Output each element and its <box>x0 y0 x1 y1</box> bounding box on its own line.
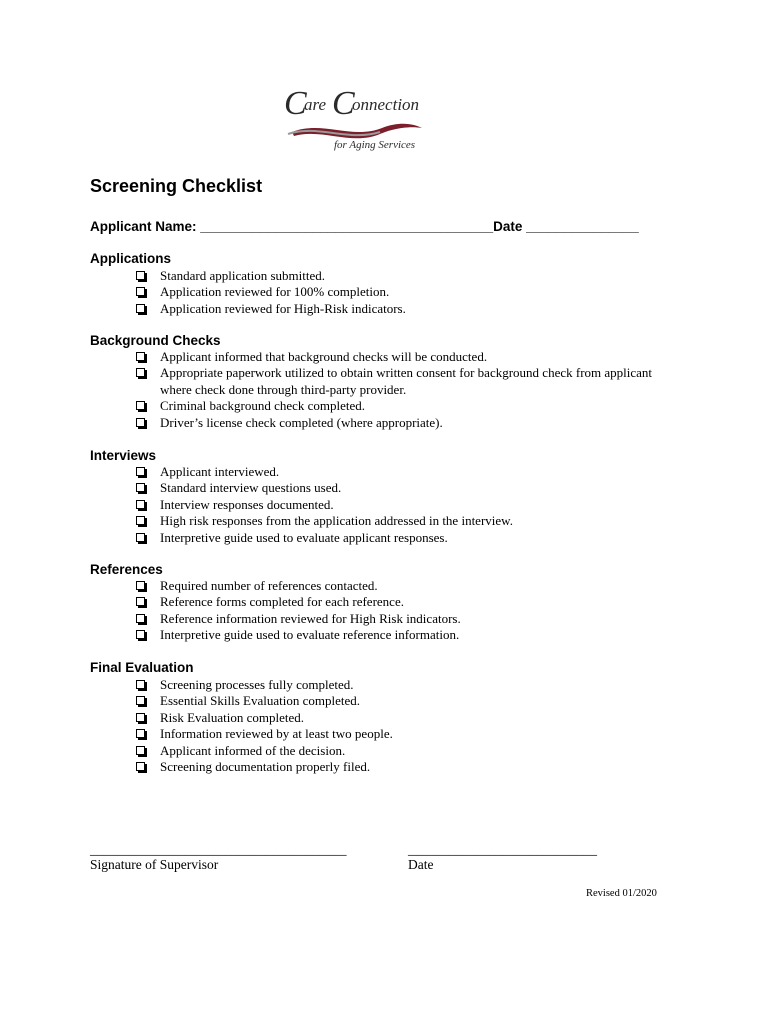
checklist-item <box>136 415 656 432</box>
checkbox[interactable] <box>136 418 145 427</box>
checklist-item <box>136 710 656 727</box>
checklist-item <box>136 693 656 710</box>
date-signature-line[interactable]: ____________________________ <box>408 842 597 857</box>
checklist-item-text: Application reviewed for High-Risk indicators. <box>160 300 406 316</box>
section-heading: Final Evaluation <box>90 660 194 675</box>
checkbox[interactable] <box>136 614 145 623</box>
checklist-item <box>136 759 656 776</box>
careconnection-logo <box>282 84 428 154</box>
checkbox[interactable] <box>136 271 145 280</box>
checklist-item-text: Reference information reviewed for High Risk indicators. <box>160 610 461 626</box>
checkbox[interactable] <box>136 352 145 361</box>
checklist-item-text: Applicant informed of the decision. <box>160 742 346 758</box>
checklist-item-text: Information reviewed by at least two people. <box>160 726 393 742</box>
checkbox[interactable] <box>136 630 145 639</box>
checkbox[interactable] <box>136 746 145 755</box>
checkbox[interactable] <box>136 696 145 705</box>
checklist-item <box>136 743 656 760</box>
checkbox[interactable] <box>136 680 145 689</box>
checklist-item-text: Driver’s license check completed (where appropriate). <box>160 414 443 430</box>
checklist-item-text: Screening processes fully completed. <box>160 677 354 692</box>
svg-text:for Aging Services: for Aging Services <box>334 139 416 151</box>
checklist-item-text: Applicant informed that background checks will be conducted. <box>160 349 488 364</box>
checklist-item <box>136 726 656 743</box>
checklist-item <box>136 301 656 318</box>
checkbox[interactable] <box>136 467 145 476</box>
checklist-item <box>136 284 656 301</box>
checklist-item <box>136 480 656 497</box>
checklist-item-text: Screening documentation properly filed. <box>160 759 371 774</box>
checklist-item-text: Application reviewed for 100% completion. <box>160 284 390 300</box>
supervisor-signature-label: Signature of Supervisor <box>90 857 219 872</box>
checklist-item <box>136 497 656 514</box>
checklist-item-text: Essential Skills Evaluation completed. <box>160 693 361 709</box>
checkbox[interactable] <box>136 713 145 722</box>
applicant-name-date-line[interactable]: Applicant Name: _______________________________________Date _______________ <box>90 219 639 234</box>
checkbox[interactable] <box>136 287 145 296</box>
checklist-item-text: Standard application submitted. <box>160 268 325 283</box>
checklist-item-text: Appropriate paperwork utilized to obtain written consent for background check from applicant where check done through third-party provider. <box>160 365 653 397</box>
checklist-item <box>136 530 656 547</box>
svg-text:C: C <box>332 85 355 122</box>
checkbox[interactable] <box>136 533 145 542</box>
checklist-item <box>136 268 656 285</box>
checkbox[interactable] <box>136 581 145 590</box>
svg-text:are: are <box>304 95 327 114</box>
checklist-item-text: Interpretive guide used to evaluate reference information. <box>160 627 460 643</box>
checklist-item <box>136 578 656 595</box>
checklist-item-text: Standard interview questions used. <box>160 480 342 496</box>
checklist-item-text: Required number of references contacted. <box>160 578 378 593</box>
date-signature-label: Date <box>408 857 434 872</box>
section-heading: Applications <box>90 251 172 266</box>
checklist-item-text: Reference forms completed for each reference. <box>160 594 404 610</box>
revised-date: Revised 01/2020 <box>586 888 657 899</box>
checklist-item-text: Interview responses documented. <box>160 496 334 512</box>
checklist-item <box>136 365 656 398</box>
checkbox[interactable] <box>136 729 145 738</box>
checkbox[interactable] <box>136 500 145 509</box>
checkbox[interactable] <box>136 483 145 492</box>
checkbox[interactable] <box>136 304 145 313</box>
section-heading: Interviews <box>90 448 157 463</box>
svg-text:C: C <box>284 85 307 122</box>
section-heading: References <box>90 562 163 577</box>
page-title: Screening Checklist <box>90 176 263 196</box>
checklist-item <box>136 677 656 694</box>
checkbox[interactable] <box>136 401 145 410</box>
checkbox[interactable] <box>136 762 145 771</box>
checkbox[interactable] <box>136 368 145 377</box>
checklist-item-text: Interpretive guide used to evaluate applicant responses. <box>160 529 448 545</box>
checklist-item-text: High risk responses from the application addressed in the interview. <box>160 513 513 529</box>
section-heading: Background Checks <box>90 333 221 348</box>
checklist-item <box>136 398 656 415</box>
checklist-item <box>136 464 656 481</box>
checklist-item-text: Applicant interviewed. <box>160 464 280 479</box>
checklist-item <box>136 513 656 530</box>
supervisor-signature-line[interactable]: ______________________________________ <box>90 842 347 857</box>
checklist-item <box>136 627 656 644</box>
svg-text:onnection: onnection <box>352 95 420 114</box>
checklist-item <box>136 349 656 366</box>
checklist-item-text: Risk Evaluation completed. <box>160 709 305 725</box>
checklist-item-text: Criminal background check completed. <box>160 398 366 414</box>
checklist-item <box>136 611 656 628</box>
checkbox[interactable] <box>136 597 145 606</box>
checkbox[interactable] <box>136 516 145 525</box>
checklist-item <box>136 594 656 611</box>
